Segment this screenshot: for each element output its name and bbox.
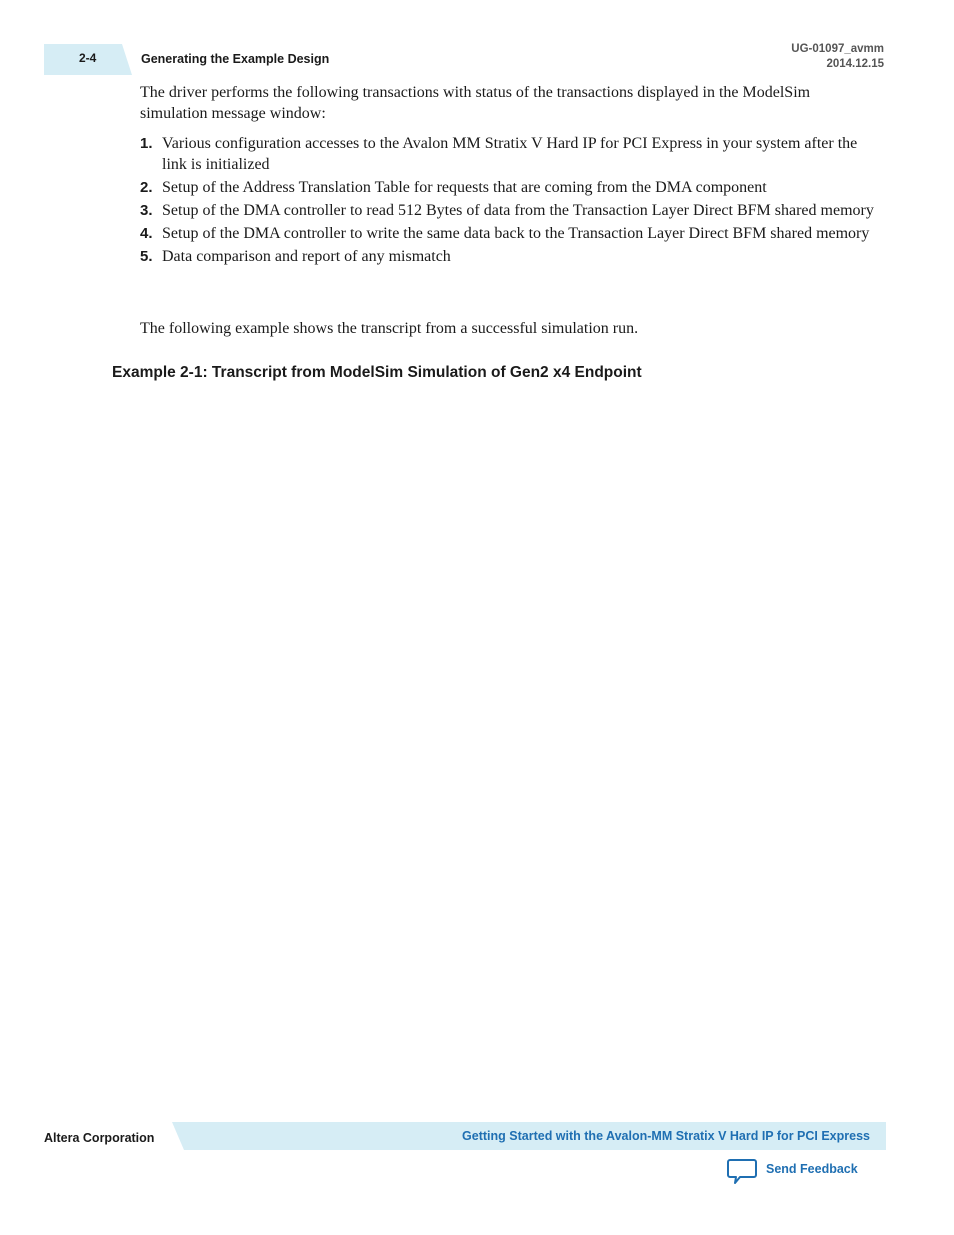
step-number: 2. bbox=[140, 179, 153, 196]
step-number: 4. bbox=[140, 225, 153, 242]
send-feedback-label: Send Feedback bbox=[766, 1162, 858, 1176]
list-item bbox=[140, 133, 880, 175]
doc-title-link[interactable]: Getting Started with the Avalon-MM Stratix V Hard IP for PCI Express bbox=[462, 1129, 870, 1143]
send-feedback-button[interactable] bbox=[726, 1158, 858, 1188]
step-text: Various configuration accesses to the Avalon MM Stratix V Hard IP for PCI Express in your system after the link is initialized bbox=[162, 135, 858, 173]
transaction-steps-list bbox=[140, 133, 880, 269]
list-item bbox=[140, 223, 880, 244]
page-number: 2-4 bbox=[79, 51, 97, 65]
section-title: Generating the Example Design bbox=[141, 52, 330, 66]
step-text: Data comparison and report of any mismatch bbox=[162, 248, 451, 265]
list-item bbox=[140, 246, 880, 267]
step-text: Setup of the Address Translation Table for requests that are coming from the DMA component bbox=[162, 179, 767, 196]
step-number: 1. bbox=[140, 135, 153, 152]
step-number: 5. bbox=[140, 248, 153, 265]
step-text: Setup of the DMA controller to write the same data back to the Transaction Layer Direct BFM shared memory bbox=[162, 225, 870, 242]
speech-bubble-icon bbox=[726, 1158, 758, 1186]
step-number: 3. bbox=[140, 202, 153, 219]
intro-paragraph: The driver performs the following transactions with status of the transactions displayed in the ModelSim simulation message window: bbox=[140, 84, 811, 122]
example-title: Example 2-1: Transcript from ModelSim Simulation of Gen2 x4 Endpoint bbox=[112, 364, 642, 381]
list-item bbox=[140, 177, 880, 198]
list-item bbox=[140, 200, 880, 221]
step-text: Setup of the DMA controller to read 512 Bytes of data from the Transaction Layer Direct BFM shared memory bbox=[162, 202, 874, 219]
doc-id: UG-01097_avmm bbox=[791, 43, 884, 55]
doc-date: 2014.12.15 bbox=[826, 58, 884, 70]
outro-paragraph: The following example shows the transcript from a successful simulation run. bbox=[140, 320, 639, 337]
company-name: Altera Corporation bbox=[44, 1131, 155, 1145]
